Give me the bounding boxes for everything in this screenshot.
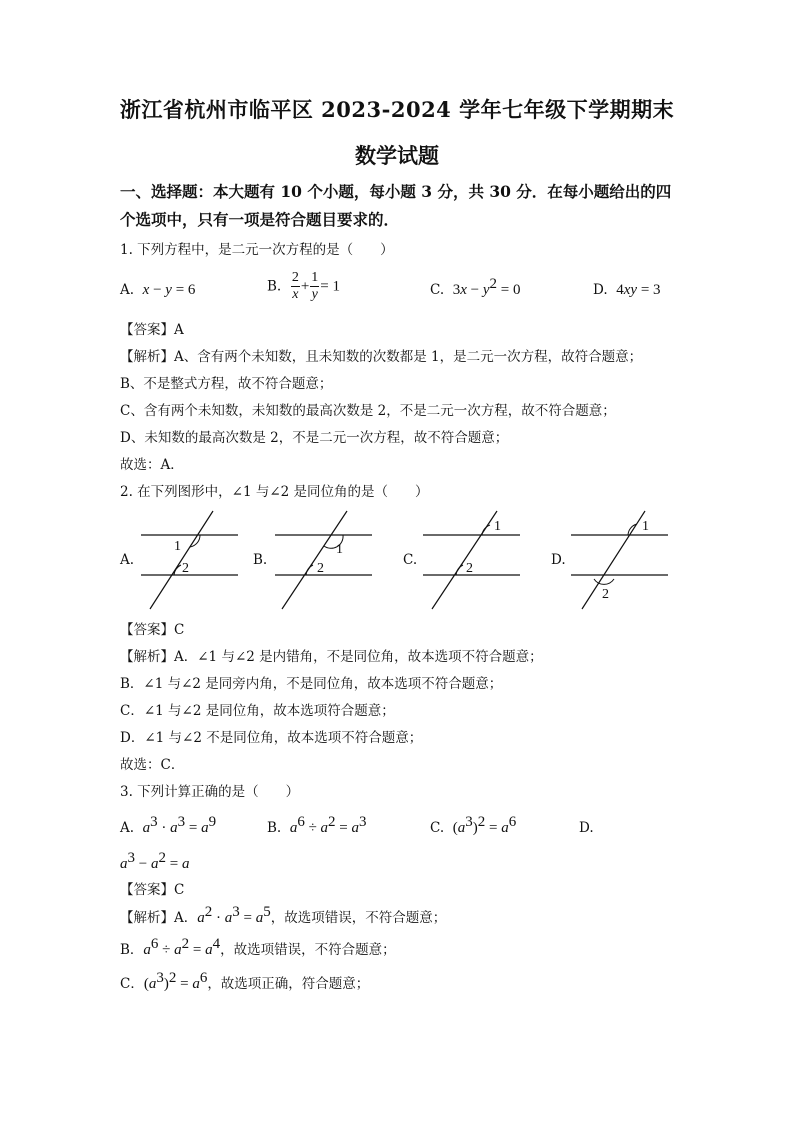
q3-stem: 3. 下列计算正确的是（ ） (120, 784, 300, 800)
q3-answer: 【答案】C (120, 882, 185, 898)
angle-1-label: 1 (174, 539, 181, 554)
svg-text:1: 1 (642, 519, 649, 534)
q1-option-c: C. $3x - y^2 = 0$ (430, 276, 521, 298)
q1-answer: 【答案】A (120, 322, 184, 338)
svg-text:1: 1 (494, 519, 501, 534)
section-heading: 一、选择题：本大题有 10 个小题，每小题 3 分，共 30 分．在每小题给出的四个选项中，只有一项是符合题目要求的． (120, 182, 672, 229)
page-title: 浙江省杭州市临平区 2023-2024 学年七年级下学期期末 (119, 97, 675, 122)
q2-analysis-line-5: 故选：C． (120, 757, 185, 773)
q3-option-a: A. $a^3 \cdot a^3 = a^9$ (120, 814, 217, 836)
q2-figure-c (420, 508, 530, 612)
q2-answer: 【答案】C (120, 622, 185, 638)
q2-figure-d-label: D. (551, 552, 566, 568)
q1-option-d: D. 4xy = 3 (593, 282, 661, 298)
q3-option-d-expression: $a^3 - a^2 = a$ (120, 850, 190, 872)
svg-text:2: 2 (602, 587, 609, 602)
q2-analysis-line-1: 【解析】A．∠1 与∠2 是内错角，不是同位角，故本选项不符合题意； (120, 649, 543, 665)
svg-text:2: 2 (466, 561, 473, 576)
transversal-line (150, 511, 213, 609)
q2-analysis-line-3: C．∠1 与∠2 是同位角，故本选项符合题意； (120, 703, 395, 719)
svg-text:1: 1 (336, 542, 343, 557)
q2-analysis-line-2: B．∠1 与∠2 是同旁内角，不是同位角，故本选项不符合题意； (120, 676, 503, 692)
q2-stem: 2. 在下列图形中，∠1 与∠2 是同位角的是（ ） (120, 484, 429, 500)
q1-option-b: B. $\frac{2}{x}$ + $\frac{1}{y}$ = 1 (267, 270, 340, 302)
page-subtitle: 数学试题 (355, 143, 439, 168)
q2-figure-c-label: C. (403, 552, 418, 568)
q1-option-a: A. x − y = 6 (120, 282, 196, 298)
q1-analysis-line-1: 【解析】A、含有两个未知数，且未知数的次数都是 1，是二元一次方程，故符合题意； (120, 349, 643, 365)
q2-figure-b (270, 508, 380, 612)
q3-option-b: B. $a^6 \div a^2 = a^3$ (267, 814, 367, 836)
q1-analysis-line-3: C、含有两个未知数，未知数的最高次数是 2，不是二元一次方程，故不符合题意； (120, 403, 616, 419)
q2-figure-a (136, 508, 246, 612)
q3-analysis-line-3: C．$(a^3)^2 = a^6$，故选项正确，符合题意； (120, 970, 370, 992)
q2-figure-d (568, 508, 678, 612)
q2-analysis-line-4: D．∠1 与∠2 不是同位角，故本选项不符合题意； (120, 730, 423, 746)
q1-analysis-line-4: D、未知数的最高次数是 2，不是二元一次方程，故不符合题意； (120, 430, 509, 446)
q2-figure-b-label: B. (253, 552, 268, 568)
q2-figure-a-label: A. (120, 552, 135, 568)
angle-2-label: 2 (182, 561, 189, 576)
svg-text:2: 2 (317, 561, 324, 576)
q1-analysis-line-5: 故选：A． (120, 457, 184, 473)
q3-option-d: D. (579, 820, 594, 836)
q3-option-c: C. $(a^3)^2 = a^6$ (430, 814, 517, 836)
q1-analysis-line-2: B、不是整式方程，故不符合题意； (120, 376, 333, 392)
q3-analysis-line-1: 【解析】A．$a^2 \cdot a^3 = a^5$，故选项错误，不符合题意； (120, 904, 447, 926)
q1-stem: 1. 下列方程中，是二元一次方程的是（ ） (120, 242, 394, 258)
q3-analysis-line-2: B．$a^6 \div a^2 = a^4$，故选项错误，不符合题意； (120, 936, 396, 958)
